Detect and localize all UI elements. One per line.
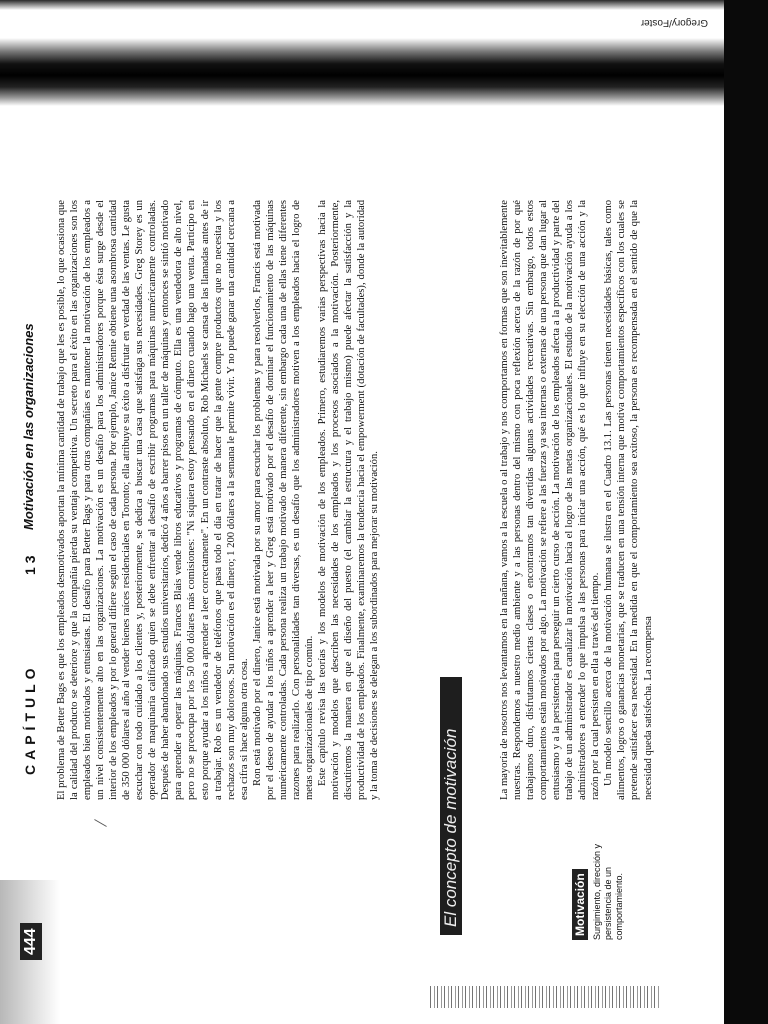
margin-term: Motivación: [572, 869, 588, 940]
paragraph: Ron está motivado por el dinero, Janice está motivada por su amor para escuchar los problemas y para resolverlos, Francis está motivada por el deseo de ayudar a los niños a aprender a leer y Greg está motivado por el desafío de dominar el funcionamiento de las máquinas numéricamente controladas. Cada persona realiza un trabajo motivado de manera diferente, sin embargo cada una de ellas tiene diferentes razones para realizarlo. Con personalidades tan diversas, es un desafío que los administradores motiven a los empleados hacia el logro de metas organizacionales de tipo común.: [251, 200, 315, 800]
section-heading: El concepto de motivación: [440, 677, 462, 935]
margin-definition: Surgimiento, dirección y persistencia de un comportamiento.: [592, 843, 624, 940]
section-text: [498, 200, 698, 800]
edge-label: Gregory/Foster: [640, 17, 708, 28]
chapter-title: Motivación en las organizaciones: [21, 323, 36, 530]
book-spine-shadow: [0, 38, 724, 106]
chapter-label: CAPÍTULO: [22, 663, 38, 775]
running-head: [12, 160, 52, 960]
scanner-top-edge: [0, 0, 724, 10]
page-number: 444: [20, 923, 42, 960]
chapter-number: 13: [22, 551, 38, 575]
scanner-right-edge: [724, 0, 768, 1024]
book-page: [0, 130, 720, 1000]
pen-mark: [94, 819, 107, 827]
paragraph: El problema de Better Bags es que los empleados desmotivados aportan la mínima cantidad de trabajo que les es posible, lo que ocasiona que la calidad del producto se deteriore y que la compañía pierda su ventaja competitiva. Un secreto para el éxito en las organizaciones son los empleados bien motivados y entusiastas. El desafío para Better Bags y para otras compañías es mantener la motivación de los empleados a un nivel consistentemente alto en las organizaciones. La motivación es un desafío para los administradores porque ésta surge desde el interior de los empleados y por lo general difiere según el caso de cada persona. Por ejemplo, Janice Rennie obtiene una asombrosa cantidad de 350 000 dólares al año al vender bienes raíces residenciales en Toronto; ella atribuye su éxito a disfrutar en verdad de las ventas. Le gusta escuchar con todo cuidado a los clientes y, posteriormente, se dedica a buscar una casa que satisfaga sus necesidades. Greg Storey es un operador de maquinaria calificado quien se debe enfrentar al desafío de escribir programas para máquinas numéricamente controladas. Después de haber abandonado sus estudios universitarios, dedicó 4 años a barrer pisos en un taller de máquinas y entonces se sintió motivado para aprender a operar las máquinas. Frances Blais vende libros educativos y programas de cómputo. Ella es una vendedora de alto nivel, pero no se preocupa por los 50 000 dólares más comisiones: "Ni siquiera estoy pensando en el dinero cuando hago una venta. Participo en esto porque ayudar a los niños a aprender a leer correctamente". En un contraste absoluto, Rob Michaels se cansa de las llamadas antes de ir a trabajar. Rob es un vendedor de teléfonos que pasa todo el día en tratar de hacer que la gente compre productos que no necesita y los rechazos son muy dolorosos. Su motivación es el dinero; 1 200 dólares a la semana le permite vivir. Y no puede ganar una cantidad cercana a esa cifra si hace alguna otra cosa.: [56, 200, 250, 800]
paragraph: Un modelo sencillo acerca de la motivación humana se ilustra en el Cuadro 13.1. Las personas tienen necesidades básicas, tales como alimentos, logros o ganancias monetarias, que se traducen en una tensión interna que motiva comportamientos específicos con los cuales se pretende satisfacer esa necesidad. En la medida en que el comportamiento sea exitoso, la persona es recompensada en el sentido de que la necesidad queda satisfecha. La recompensa: [603, 200, 654, 800]
paragraph: La mayoría de nosotros nos levantamos en la mañana, vamos a la escuela o al trabajo y nos comportamos en formas que son inevitablemente nuestras. Respondemos a nuestro medio ambiente y a las personas dentro del mismo con poca reflexión acerca de la razón de por qué trabajamos duro, disfrutamos ciertas clases o encontramos tan divertidas algunas actividades recreativas. Sin embargo, todos estos comportamientos están motivados por algo. La motivación se refiere a las fuerzas ya sea internas o externas de una persona que dan lugar al entusiasmo y a la persistencia para perseguir un cierto curso de acción. La motivación de los empleados afecta a la productividad y parte del trabajo de un administrador es canalizar la motivación hacia el logro de las metas organizacionales. El estudio de la motivación ayuda a los administradores a entender lo que impulsa a las personas para iniciar una acción, qué es lo que influye en su elección de una acción y la razón por la cual persisten en ella a través del tiempo.: [499, 200, 602, 800]
paragraph: Este capítulo revisa las teorías y los modelos de motivación de los empleados. Primero, estudiaremos varias perspectivas hacia la motivación y modelos que describen las necesidades de los empleados y los procesos asociados a la motivación. Posteriormente, discutiremos la manera en que el diseño del puesto (el cambiar la estructura y el trabajo mismo) puede afectar la satisfacción y la productividad de los empleados. Finalmente, examinaremos la tendencia hacia el empowerment (dotación de facultades), donde la autoridad y la toma de decisiones se delegan a los subordinados para mejorar su motivación.: [316, 200, 381, 800]
